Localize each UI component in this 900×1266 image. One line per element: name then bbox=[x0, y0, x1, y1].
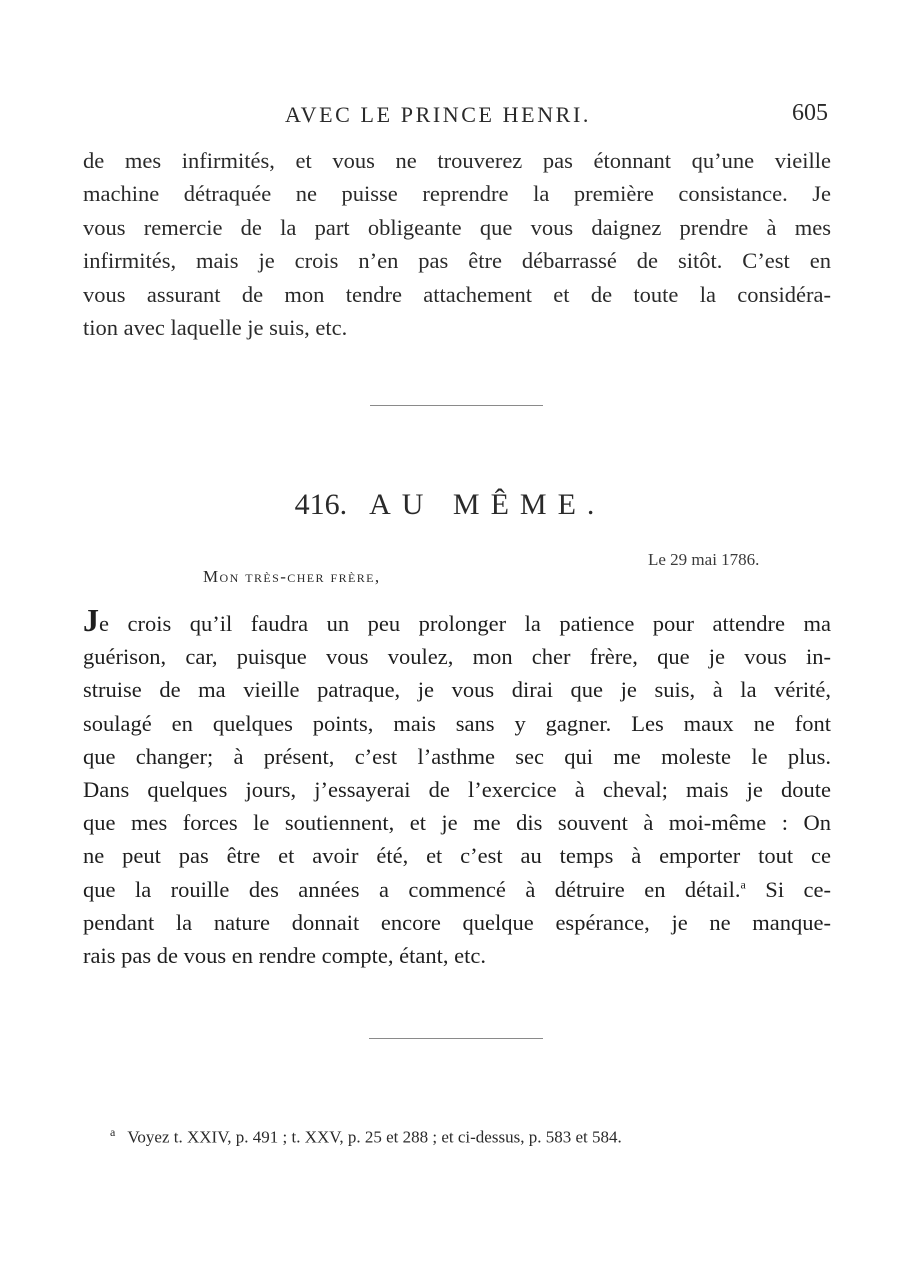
letter-date: Le 29 mai 1786. bbox=[648, 550, 760, 569]
letter-body bbox=[83, 602, 831, 972]
running-head bbox=[0, 98, 900, 138]
footnote bbox=[110, 1125, 622, 1148]
text-line: Dans quelques jours, j’essayerai de l’exercice à cheval; mais je doute bbox=[83, 777, 831, 803]
text-line: struise de ma vieille patraque, je vous dirai que je suis, à la vérité, bbox=[83, 677, 831, 703]
running-title: AVEC LE PRINCE HENRI. bbox=[285, 102, 591, 127]
page-number: 605 bbox=[792, 100, 828, 126]
text-line: infirmités, mais je crois n’en pas être débarrassé de sitôt. C’est en bbox=[83, 248, 831, 274]
text-line: machine détraquée ne puisse reprendre la première consistance. Je bbox=[83, 181, 831, 207]
text-line bbox=[83, 602, 831, 640]
first-line-text: e crois qu’il faudra un peu prolonger la patience pour attendre ma bbox=[99, 611, 831, 636]
text-segment: que la rouille des années a commencé à détruire en détail. bbox=[83, 876, 741, 902]
text-segment: Si ce- bbox=[745, 876, 831, 902]
text-line: que mes forces le soutiennent, et je me dis souvent à moi-même : On bbox=[83, 810, 831, 836]
text-line: vous remercie de la part obligeante que vous daignez prendre à mes bbox=[83, 214, 831, 240]
text-line: vous assurant de mon tendre attachement et de toute la considéra- bbox=[83, 281, 831, 307]
text-line bbox=[83, 873, 831, 906]
letter-title: AU MÊME. bbox=[369, 488, 606, 521]
text-line: tion avec laquelle je suis, etc. bbox=[83, 315, 348, 341]
letter-heading bbox=[0, 488, 900, 522]
salutation: Mon très-cher frère, bbox=[203, 567, 381, 586]
text-line: ne peut pas être et avoir été, et c’est au temps à emporter tout ce bbox=[83, 843, 831, 869]
footnote-reference: a bbox=[740, 877, 746, 892]
text-line: guérison, car, puisque vous voulez, mon cher frère, que je vous in- bbox=[83, 644, 831, 670]
footnote-letter: a bbox=[110, 1125, 116, 1139]
text-line: de mes infirmités, et vous ne trouverez pas étonnant qu’une vieille bbox=[83, 148, 831, 173]
paragraph-continuation bbox=[83, 144, 831, 344]
text-line: pendant la nature donnait encore quelque espérance, je ne manque- bbox=[83, 909, 831, 935]
text-line: que changer; à présent, c’est l’asthme sec qui me moleste le plus. bbox=[83, 743, 831, 769]
section-divider bbox=[369, 1038, 543, 1039]
footnote-text: Voyez t. XXIV, p. 491 ; t. XXV, p. 25 et 288 ; et ci-dessus, p. 583 et 584. bbox=[127, 1127, 622, 1147]
letter-number: 416. bbox=[294, 488, 348, 521]
drop-cap: J bbox=[83, 602, 99, 638]
text-line: soulagé en quelques points, mais sans y gagner. Les maux ne font bbox=[83, 710, 831, 736]
text-line: rais pas de vous en rendre compte, étant, etc. bbox=[83, 943, 486, 969]
section-divider bbox=[370, 405, 543, 406]
